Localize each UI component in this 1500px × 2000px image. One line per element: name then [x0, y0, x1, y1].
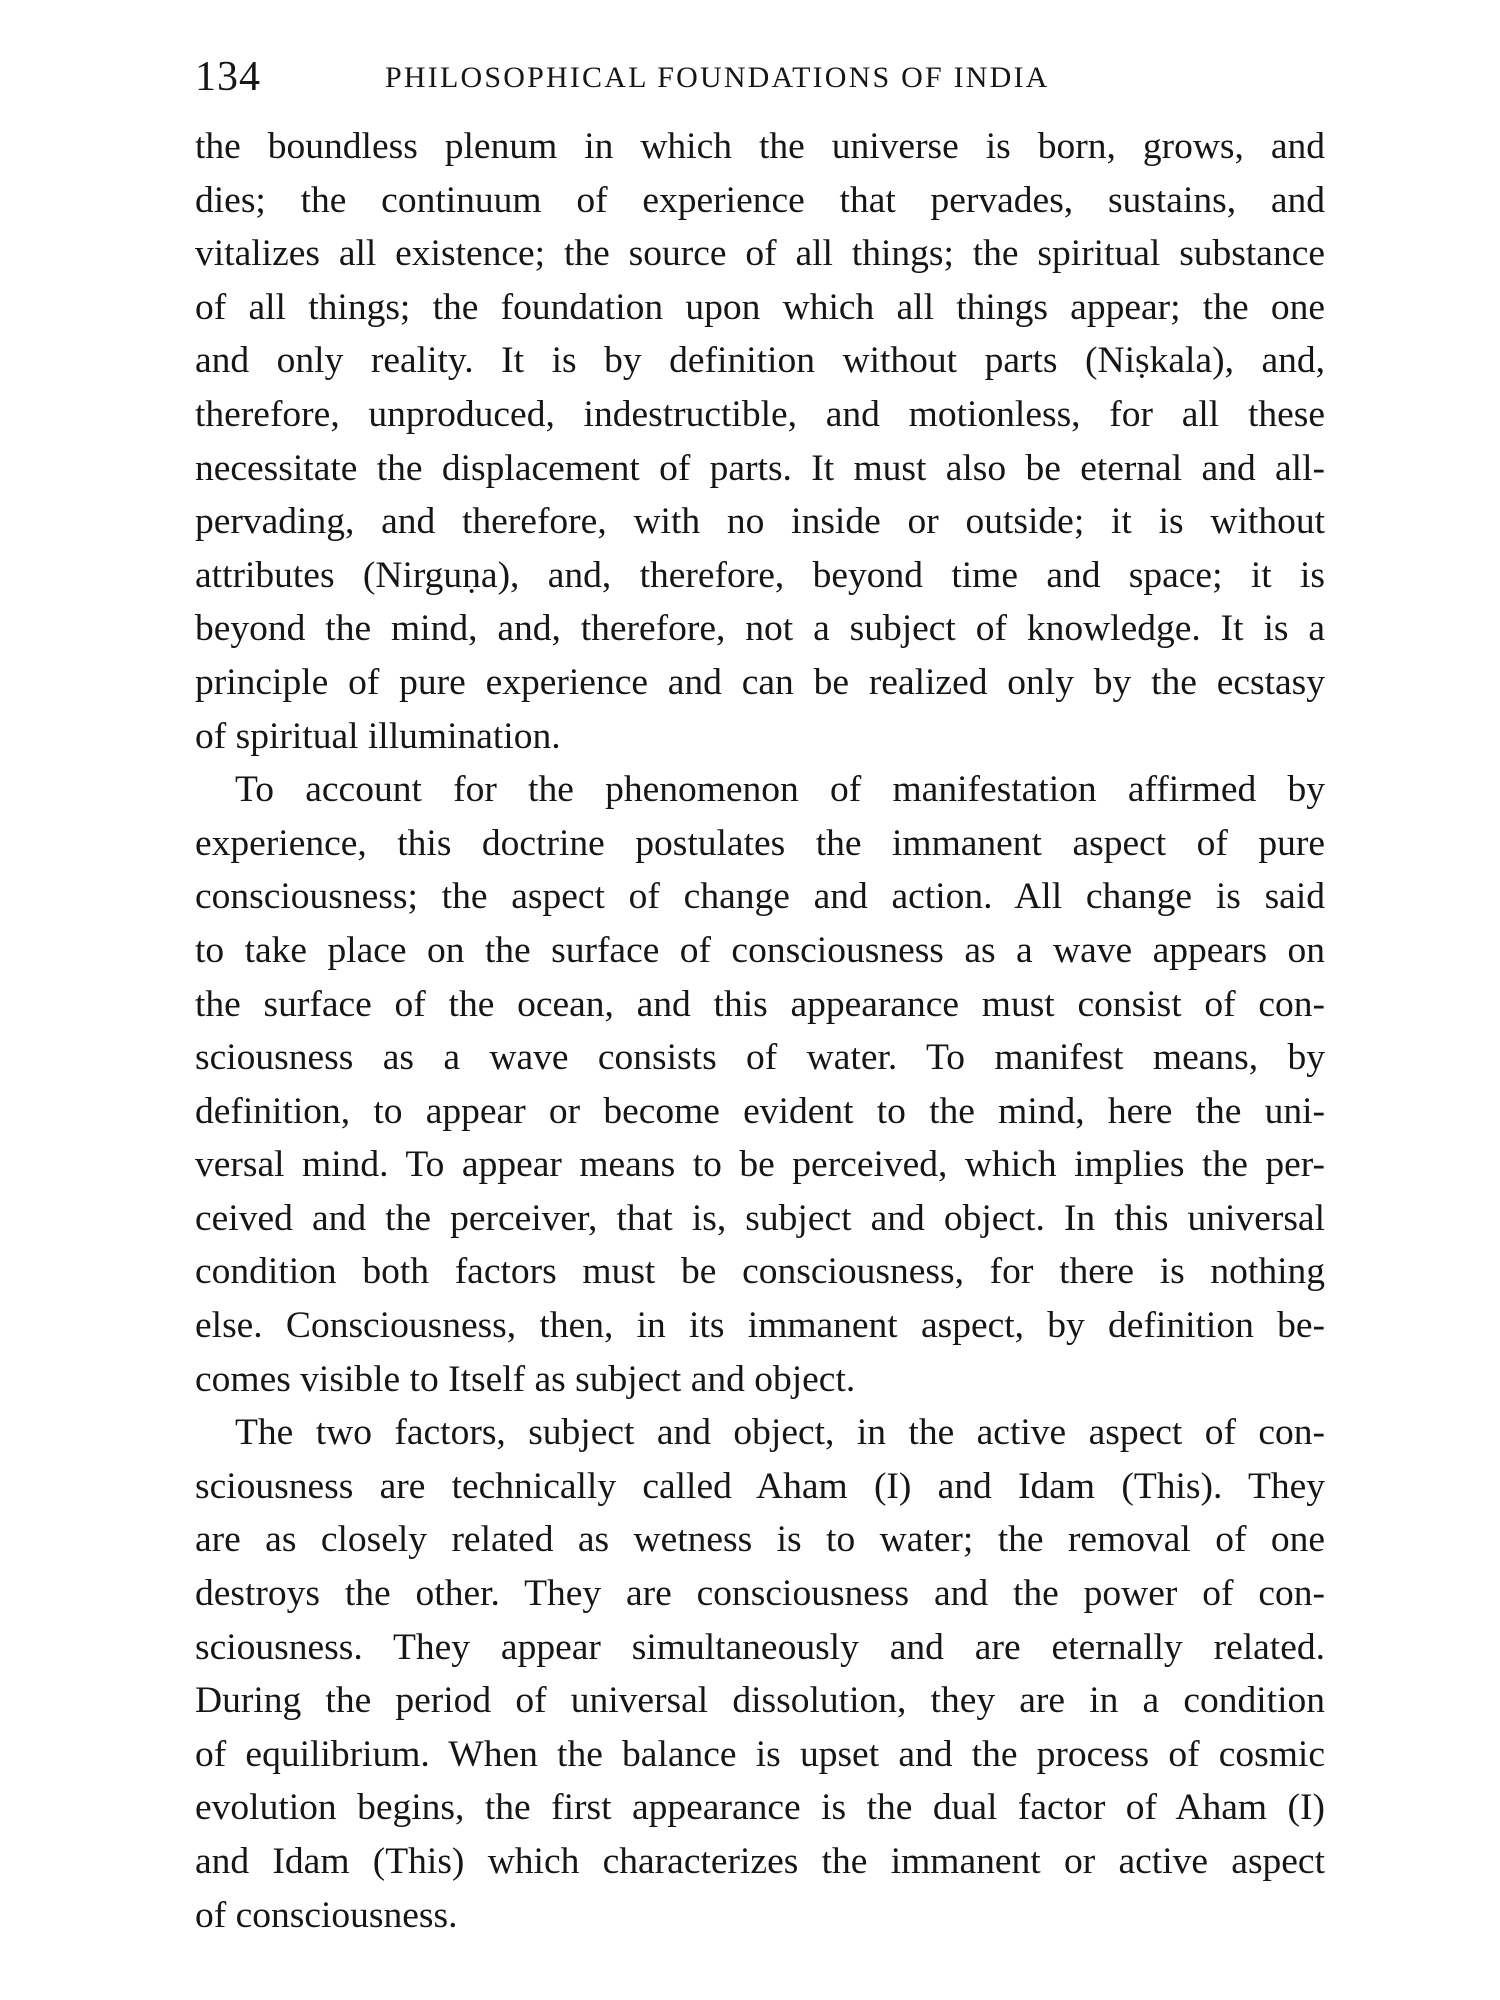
text-line: principle of pure experience and can be realized only by the ecstasy [195, 661, 1325, 703]
text-line: versal mind. To appear means to be perceived, which implies the per- [195, 1144, 1325, 1186]
text-line: comes visible to Itself as subject and object. [195, 1358, 856, 1400]
paragraph [195, 763, 1325, 1406]
text-line: of spiritual illumination. [195, 715, 561, 757]
text-line: and only reality. It is by definition without parts (Niṣkala), and, [195, 340, 1325, 382]
text-line: the boundless plenum in which the universe is born, grows, and [195, 126, 1325, 167]
text-line: else. Consciousness, then, in its immanent aspect, by definition be- [195, 1305, 1325, 1347]
text-line: necessitate the displacement of parts. It must also be eternal and all- [195, 447, 1325, 489]
text-line: consciousness; the aspect of change and action. All change is said [195, 876, 1325, 918]
text-line: dies; the continuum of experience that pervades, sustains, and [195, 179, 1325, 221]
running-head [195, 52, 1320, 102]
text-line: ceived and the perceiver, that is, subject and object. In this universal [195, 1197, 1325, 1239]
text-line: are as closely related as wetness is to water; the removal of one [195, 1519, 1325, 1561]
text-line: condition both factors must be consciousness, for there is nothing [195, 1251, 1325, 1293]
text-line: During the period of universal dissolution, they are in a condition [195, 1680, 1325, 1722]
text-line: sciousness. They appear simultaneously and are eternally related. [195, 1626, 1325, 1668]
text-line: beyond the mind, and, therefore, not a subject of knowledge. It is a [195, 608, 1325, 650]
text-line: to take place on the surface of consciousness as a wave appears on [195, 929, 1325, 971]
paragraph [195, 120, 1325, 763]
text-line: evolution begins, the first appearance is the dual factor of Aham (I) [195, 1787, 1325, 1829]
page-number: 134 [195, 54, 261, 100]
paragraph [195, 1406, 1325, 1942]
text-line: vitalizes all existence; the source of all things; the spiritual substance [195, 233, 1325, 275]
text-line: of consciousness. [195, 1894, 458, 1936]
text-line: definition, to appear or become evident to the mind, here the uni- [195, 1090, 1325, 1132]
text-line: To account for the phenomenon of manifestation affirmed by [235, 769, 1325, 811]
text-line: The two factors, subject and object, in the active aspect of con- [235, 1412, 1325, 1454]
text-line: experience, this doctrine postulates the immanent aspect of pure [195, 822, 1325, 864]
text-line: attributes (Nirguṇa), and, therefore, beyond time and space; it is [195, 554, 1325, 596]
running-title: PHILOSOPHICAL FOUNDATIONS OF INDIA [385, 61, 1050, 94]
text-line: destroys the other. They are consciousness and the power of con- [195, 1573, 1325, 1615]
text-line: the surface of the ocean, and this appearance must consist of con- [195, 983, 1325, 1025]
text-line: and Idam (This) which characterizes the immanent or active aspect [195, 1841, 1325, 1882]
text-line: sciousness as a wave consists of water. To manifest means, by [195, 1037, 1325, 1079]
text-line: of all things; the foundation upon which all things appear; the one [195, 286, 1325, 328]
text-line: therefore, unproduced, indestructible, and motionless, for all these [195, 393, 1325, 435]
body-text [195, 120, 1325, 1942]
text-line: of equilibrium. When the balance is upset and the process of cosmic [195, 1733, 1325, 1775]
text-line: pervading, and therefore, with no inside or outside; it is without [195, 501, 1325, 543]
text-line: sciousness are technically called Aham (I) and Idam (This). They [195, 1465, 1325, 1507]
